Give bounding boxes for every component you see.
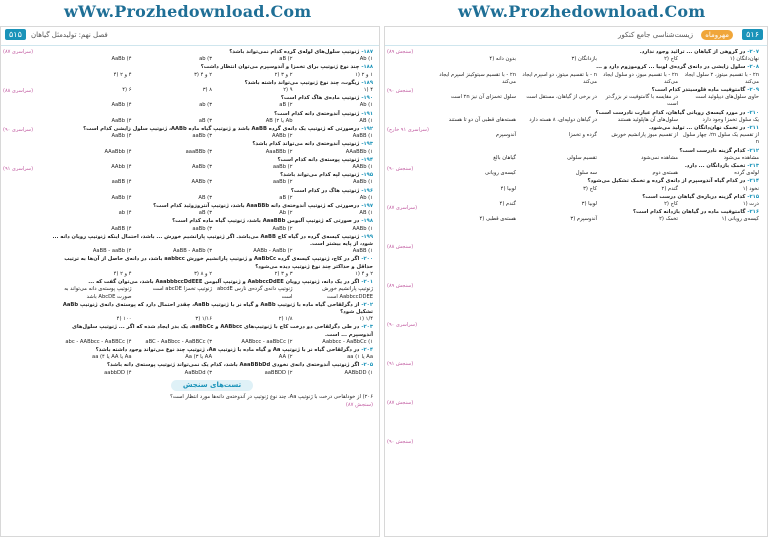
answer-option[interactable]: یک سلول تخمزا وجود دارد [702, 116, 759, 123]
answer-option[interactable]: گرده و تخمزا [568, 132, 597, 139]
answer-option[interactable]: مشاهده نمی‌شود [641, 154, 678, 161]
answer-option[interactable]: در مقایسه با گامتوفیت نر بزرگ‌تر است [605, 94, 678, 108]
question-text: ۱۸۷-ژنوتیپ سلول‌های لوله‌ی گرده کدام نمی‌تواند باشد؟ [229, 49, 373, 55]
question-text: ۲۱۵-کدام گزینه درباره‌ی گیاهان درست است؟ [642, 193, 759, 200]
question-text: ۱۹۱-ژنوتیپ آندوخته‌ی دانه کدام است؟ [274, 110, 373, 117]
answer-option[interactable]: ۳ و ۳ (۲ [274, 270, 293, 277]
answer-option[interactable]: AaBb (۴ [111, 56, 132, 63]
question-text: ۲۰۶) از خودلقاحی درخت با ژنوتیپ Aa، چند نوع ژنوتیپ در آندوخته‌ی دانه‌ها مورد انتظار است؟ [170, 393, 373, 400]
answer-option[interactable]: AaBb (۴ [111, 117, 132, 124]
exam-tag: (سنجش ۸۷) [345, 402, 373, 409]
answer-option[interactable]: AAaBBb (۱ [345, 148, 373, 155]
answer-option[interactable]: ab (۴ [118, 210, 132, 217]
question-text: ۲۰۰-اگر در کاج، ژنوتیپ کیسه‌ی گرده AaBbCc و ژنوتیپ پارانشیم خورش aabbcc باشد، در دانه‌ی حاصل از آن‌ها به ترتیب حداقل و حداکثر چند نوع ژنوتیپ دیده می‌شود؟ [64, 256, 373, 270]
answer-option[interactable]: aB (۲ [279, 194, 293, 201]
answer-option[interactable]: aaaBBb (۳ [185, 148, 212, 155]
question [51, 80, 373, 94]
question-number: ۲۰۲- [361, 301, 373, 308]
answer-option[interactable]: کاج (۲ [664, 56, 678, 63]
question-list [51, 49, 373, 532]
answer-option[interactable]: آندوسپرم (۳ [570, 216, 597, 223]
question [51, 49, 373, 63]
answer-option[interactable]: n - با تقسیم میتوز، دو اسپرم ایجاد می‌کند [522, 71, 597, 85]
answer-option[interactable]: aaBb (۲ [272, 164, 293, 171]
question-number: ۱۹۶- [361, 187, 373, 194]
answer-option[interactable]: در برخی از گیاهان، مستقل است [526, 94, 597, 101]
answer-option[interactable]: aB (۳ [198, 117, 212, 124]
question [51, 172, 373, 186]
answer-option[interactable]: ۱/۱۶ (۳ [195, 316, 212, 323]
answer-option[interactable]: ۴ (۱ [363, 87, 373, 94]
answer-option[interactable]: AaBB - AaBb (۳ [172, 248, 212, 255]
question [435, 178, 759, 192]
answer-option[interactable]: AA یا Aa (۳ [185, 354, 212, 361]
exam-tag: (سنجش ۸۹) [387, 49, 414, 55]
question [51, 141, 373, 155]
question-number: ۲۱۳- [747, 163, 759, 170]
question-number: ۱۸۹- [361, 79, 373, 86]
question-text: ۱۹۹-ژنوتیپ کیسه‌ی گرده در گیاه کاج AaBB می‌باشد. اگر ژنوتیپ پارانشیم خورش ... باشد، احتمال اینکه ژنوتیپ رویان دانه ... شود، از پایه بیشتر است. [52, 233, 373, 248]
question-text: ۲۱۶-گامتوفیت ماده در گیاهان بازدانه کدام است؟ [632, 209, 759, 216]
question-text: ۲۰۵-اگر ژنوتیپ آندوخته‌ی دانه‌ی نخودی AaaBBbDd باشد، کدام یک نمی‌تواند ژنوتیپ پوسته‌ی دانه باشد؟ [107, 362, 373, 369]
answer-option[interactable]: ۱/۸ (۲ [278, 316, 293, 323]
question-number: ۲۰۴- [361, 346, 373, 353]
question-text: ۲۱۰-در مورد کیسه‌ی رویانی گیاهان، کدام عبارت نادرست است؟ [595, 109, 759, 116]
answer-option[interactable]: ۴ و ۲ (۴ [113, 71, 132, 78]
exam-tag: (سنجش ۹۰) [387, 88, 414, 94]
answer-option[interactable]: گیاهان بالغ [493, 154, 516, 161]
exam-tag: (سراسری ۸۸) [3, 88, 34, 94]
answer-option[interactable]: Ab (۲ [279, 210, 293, 217]
answer-option[interactable]: AaBb (۴ [111, 194, 132, 201]
question-number: ۲۱۰- [747, 109, 759, 116]
question-text: ۱۸۹-زیگوت، چند نوع ژنوتیپ می‌تواند داشته باشد؟ [244, 79, 373, 86]
answer-option[interactable]: لوبیا (۳ [581, 201, 597, 208]
answer-option[interactable]: کیسه‌ی رویانی (۱ [721, 216, 759, 223]
exam-tags [3, 49, 49, 532]
answer-option[interactable]: AaBB (۴ [111, 225, 132, 232]
question-text: ۲۰۹-گامتوفیت ماده فلوسیتدر کدام است؟ [651, 87, 759, 94]
question-number: ۲۱۲- [747, 147, 759, 154]
answer-option[interactable]: ژنوتیپ پارانشیم خورش AabbccDDEE است [322, 286, 373, 300]
watermark-left: wWw.Prozhedownload.Com [64, 2, 312, 21]
exam-tag: (سنجش ۸۹) [387, 283, 414, 289]
question [435, 148, 759, 162]
question-number: ۱۹۱- [361, 110, 373, 117]
answer-option[interactable]: ۱/۴ (۱ [359, 316, 373, 323]
answer-option[interactable]: AaBb (۲ [272, 225, 293, 232]
question-text: ۱۹۶-ژنوتیپ هاگ در کدام است؟ [290, 187, 373, 194]
question-text: ۱۹۳-ژنوتیپ آندوخته‌ی دانه می‌تواند کدام باشد؟ [252, 141, 373, 148]
answer-option[interactable]: AaaBBb (۲ [265, 148, 293, 155]
question [51, 347, 373, 361]
answer-option[interactable]: نهان‌دانگان (۱ [729, 56, 759, 63]
answer-option[interactable]: کاج (۲ [664, 201, 678, 208]
answer-option[interactable]: Aa یا aa (۱ [347, 354, 373, 361]
exam-tag: (سنجش ۸۸) [387, 244, 414, 250]
page-number: ۵۱۵ [5, 29, 26, 40]
question-number: ۱۹۳- [361, 141, 373, 148]
question [51, 64, 373, 78]
question-text: ۱۹۴-ژنوتیپ پوسته‌ی دانه کدام است؟ [277, 156, 373, 163]
answer-option[interactable]: Ab یا AB (۲ [265, 117, 293, 124]
answer-option[interactable]: Aa یا AA یا aa (۴ [92, 354, 132, 361]
answer-option[interactable]: گندم (۲ [661, 185, 678, 192]
question-number: ۲۰۵- [361, 362, 373, 369]
answer-option[interactable]: از تقسیم میوز پارانشیم خورش [611, 132, 678, 139]
question-text: ۲۱۲-کدام گزینه نادرست است؟ [679, 147, 759, 154]
section-title: تست‌های سنجش [171, 380, 253, 391]
answer-option[interactable]: abc - AABbcc - AaBBCc (۴ [65, 338, 132, 345]
question [51, 324, 373, 346]
question-number: ۱۸۸- [361, 64, 373, 71]
answer-option[interactable]: مشاهده می‌شود [723, 154, 759, 161]
section-band [51, 380, 373, 391]
answer-option[interactable]: AaBB (۱ [352, 133, 373, 140]
answer-option[interactable]: AAaBbb (۴ [104, 148, 132, 155]
question [51, 302, 373, 324]
exam-tag: (سنجش ۹۰) [387, 439, 414, 445]
answer-option[interactable]: بدون دانه (۴ [489, 56, 516, 63]
question-text: ۲۰۴-در دگرلقاحی گیاه نر با ژنوتیپ Aa و گیاه ماده با ژنوتیپ Aa، ژنوتیپ چند نوع می‌تواند وجود داشته باشد؟ [95, 346, 373, 353]
answer-option[interactable]: aaBb (۳ [192, 225, 212, 232]
question [435, 49, 759, 63]
answer-option[interactable]: aBC - AaBbcc - AaBBCc (۳ [145, 338, 212, 345]
question-list [435, 49, 759, 532]
question-number: ۲۱۱- [747, 125, 759, 132]
answer-option[interactable]: AA (۲ [278, 354, 293, 361]
left-page-header [1, 27, 379, 46]
question-text: ۱۹۲-درصورتی که ژنوتیپ یک دانه‌ی گرده AaBB باشد و ژنوتیپ گیاه ماده AABb، ژنوتیپ سلول زایشی کدام است؟ [83, 126, 373, 133]
answer-option[interactable]: هسته‌ی قطبی (۴ [479, 216, 516, 223]
question [435, 87, 759, 109]
answer-option[interactable]: ۲n - با تقسیم سیتوکینز اسپرم ایجاد می‌کند [439, 71, 516, 85]
answer-option[interactable]: ۸ (۳ [202, 87, 212, 94]
answer-option[interactable]: AaBb (۱ [352, 179, 373, 186]
answer-option[interactable]: ۲ و ۴ (۱ [355, 270, 373, 277]
question-number: ۲۱۴- [747, 178, 759, 185]
answer-option[interactable]: Aabbcc - AaBbCc (۱ [322, 338, 373, 345]
exam-tag: (سنجش ۹۰) [387, 166, 414, 172]
answer-option[interactable]: ab (۳ [199, 56, 212, 63]
answer-option[interactable]: تقسیم سلولی [566, 154, 597, 161]
answer-option[interactable]: AB (۳ [198, 194, 212, 201]
question-number: ۲۰۹- [747, 87, 759, 94]
answer-option[interactable]: aB (۳ [198, 210, 212, 217]
question [435, 110, 759, 124]
question-text: ۱۹۸-در صورتی که ژنوتیپ آلبومن AaaBBb باشد، ژنوتیپ گیاه ماده کدام است؟ [172, 218, 373, 225]
question-text: ۲۰۷-در گروهی از گیاهان ... ترائید وجود ندارد. [639, 49, 759, 55]
question-number: ۲۰۸- [747, 64, 759, 71]
answer-option[interactable]: ژنوتیپ تخمزا abcDE است [152, 286, 212, 293]
question [51, 256, 373, 278]
question-number: ۱۹۰- [361, 95, 373, 102]
answer-option[interactable]: ۹ (۲ [283, 87, 293, 94]
answer-option[interactable]: ۲ و ۸ (۳ [194, 270, 212, 277]
question-number: ۲۰۰- [361, 256, 373, 263]
page-number: ۵۱۶ [742, 29, 763, 40]
question [435, 194, 759, 208]
answer-option[interactable]: ژنوتیپ دانه‌ی گرده‌ی نارس abcdE است [216, 286, 293, 300]
question-text: ۲۰۸-سلول زایشی در دانه‌ی گرده‌ی لوبیا ... کروموزوم دارد و ... [596, 64, 759, 71]
answer-option[interactable]: AABbcc - aaBbCc (۲ [241, 338, 293, 345]
answer-option[interactable]: Ab (۱ [359, 194, 373, 201]
answer-option[interactable]: ۶ (۴ [122, 87, 132, 94]
question-text: ۱۹۷-درصورتی که ژنوتیپ آندوخته‌ی دانه AaaBBb باشد، ژنوتیپ آنتروزوئید کدام است؟ [153, 203, 373, 210]
exam-tag: (سنجش ۸۷) [387, 400, 414, 406]
answer-option[interactable]: سلول‌های آن هاپلوئید هستند [617, 116, 678, 123]
question-text: ۱۹۵-ژنوتیپ لپه کدام می‌تواند باشد؟ [280, 172, 373, 179]
question [435, 125, 759, 147]
answer-option[interactable]: aaBBDD (۲ [264, 369, 293, 376]
answer-option[interactable]: Ab (۱ [359, 102, 373, 109]
answer-option[interactable]: هسته‌های قطبی آن دو تا هستند [448, 116, 516, 123]
answer-option[interactable]: آندوسپرم [495, 132, 516, 139]
question-number: ۱۹۲- [361, 126, 373, 133]
question [51, 95, 373, 109]
question-number: ۱۹۴- [361, 156, 373, 163]
answer-option[interactable]: کیسه‌ی رویانی [485, 170, 516, 177]
exam-tag: (سراسری ۸۷) [387, 205, 418, 211]
answer-option[interactable]: ۱ و ۲ (۱ [355, 71, 373, 78]
publisher-logo: مهروماه [701, 30, 733, 40]
answer-option[interactable]: کاج (۳ [583, 185, 597, 192]
question [51, 126, 373, 140]
question-number: ۲۰۷- [747, 49, 759, 55]
answer-option[interactable]: ab (۳ [199, 102, 212, 109]
answer-option[interactable]: ۲n - با تقسیم میوز، دو سلول ایجاد می‌کند [603, 71, 678, 85]
question [51, 111, 373, 125]
answer-option[interactable]: AaBB (۱ [352, 248, 373, 255]
answer-option[interactable]: AaBb (۴ [111, 102, 132, 109]
answer-option[interactable]: لوله‌ی گرده [734, 170, 759, 177]
question-number: ۱۹۷- [361, 203, 373, 210]
exam-tag: (سراسری ۹۱ خارج) [387, 127, 429, 133]
answer-option[interactable]: aabbDD (۴ [104, 369, 132, 376]
watermark-right: wWw.Prozhedownload.Com [458, 2, 706, 21]
question [51, 218, 373, 232]
exam-tag: (سراسری ۹۱) [3, 166, 34, 172]
question [51, 362, 373, 376]
question-text: ۲۱۳-تخمک بازدانگان ... دارد. [684, 163, 759, 170]
answer-option[interactable]: ۱۰۰ (۴ [116, 316, 132, 323]
answer-option[interactable]: ذرت (۱ [742, 201, 759, 208]
answer-option[interactable]: ۴ و ۲ (۴ [113, 270, 132, 277]
question-text: ۲۰۲-از دگرلقاحی گیاه ماده با ژنوتیپ AaBb و گیاه نر با ژنوتیپ AaBb، چقدر احتمال دارد که پوسته‌ی دانه‌ی ژنوتیپ AaBb تشکیل شود؟ [62, 301, 373, 315]
question-text: ۲۱۴-در کدام گیاه آندوسپرم از دانه‌ی گرده و تخمک تشکیل می‌شود؟ [587, 178, 759, 185]
exam-tag: (سراسری ۸۷) [3, 49, 34, 55]
question-number: ۲۰۱- [361, 279, 373, 286]
question [435, 163, 759, 177]
question [51, 234, 373, 256]
question [435, 209, 759, 223]
answer-option[interactable]: ۲ و ۴ (۳ [194, 71, 212, 78]
answer-option[interactable]: هسته‌ی دوم [652, 170, 678, 177]
question-number: ۲۰۳- [361, 324, 373, 331]
right-page-header [385, 27, 767, 46]
answer-option[interactable]: حاوی سلول‌های دیپلوئید است [695, 94, 759, 101]
answer-option[interactable]: سه سلول [575, 170, 597, 177]
question-text: ۲۰۳-در طی دگرلقاحی دو درخت کاج با ژنوتیپ‌های AABbcc و aaBbCc، یک بذر ایجاد شده که اگر ... ژنوتیپ سلول‌های آندوسپرم ... است. [72, 324, 373, 338]
answer-option[interactable]: AABbDD (۱ [344, 369, 373, 376]
answer-option[interactable]: AaBB - aaBb (۴ [92, 248, 132, 255]
answer-option[interactable]: AaBb (۴ [111, 133, 132, 140]
answer-option[interactable]: AABb (۲ [271, 133, 293, 140]
answer-option[interactable]: AB (۱ [359, 117, 373, 124]
question-text: ۲۰۱-اگر در یک دانه، ژنوتیپ رویان AabbccDdEE و ژنوتیپ آلبومن AaabbbccDdEEE باشد، می‌توان گفت که ... [88, 279, 373, 286]
answer-option[interactable]: ۲ و ۳ (۲ [274, 71, 293, 78]
answer-option[interactable]: در گیاهان دولپه‌ای، ۸ هسته دارد [529, 116, 597, 123]
question [435, 64, 759, 86]
question-number: ۱۹۵- [361, 172, 373, 179]
answer-option[interactable]: AABb (۱ [352, 225, 373, 232]
question-number: ۱۹۹- [361, 233, 373, 240]
question-text: ۲۱۱-در تخمک نهان‌دانگان ... تولید می‌شود. [649, 125, 759, 132]
answer-option[interactable]: AABb - AaBb (۲ [253, 248, 293, 255]
exam-tag: (سنجش ۹۱) [387, 361, 414, 367]
answer-option[interactable]: از تقسیم یک سلول ۲n، چهار سلول n [682, 132, 759, 146]
answer-option[interactable]: aaBb (۲ [272, 179, 293, 186]
chapter-title: فصل نهم: تولیدمثل گیاهان [31, 31, 108, 39]
answer-option[interactable]: AaBb (۳ [191, 164, 212, 171]
answer-option[interactable]: AABb (۳ [191, 179, 212, 186]
answer-option[interactable]: تخمک (۲ [659, 216, 678, 223]
answer-option[interactable]: AABb (۱ [352, 164, 373, 171]
answer-option[interactable]: ۲n - با تقسیم میتوز، ۲ سلول ایجاد می‌کند [684, 71, 759, 85]
right-page [384, 26, 768, 537]
answer-option[interactable]: لوبیا (۴ [500, 185, 516, 192]
exam-tag: (سراسری ۹۰) [387, 322, 418, 328]
question [51, 188, 373, 202]
answer-option[interactable]: Ab (۱ [359, 56, 373, 63]
left-page [0, 26, 380, 537]
question-text: ۱۸۸-چند نوع ژنوتیپ برای تخمزا و آندوسپرم می‌توان انتظار داشت؟ [200, 64, 373, 71]
answer-option[interactable]: aaBb (۳ [192, 133, 212, 140]
question-number: ۱۹۸- [361, 218, 373, 225]
answer-option[interactable]: AB (۱ [359, 210, 373, 217]
question-text: ۱۹۰-ژنوتیپ ماده‌ی هاگ کدام است؟ [280, 95, 373, 102]
answer-option[interactable]: سلول تخمزای آن نیز ۲n است [451, 94, 516, 101]
answer-option[interactable]: AAbb (۴ [111, 164, 132, 171]
question [51, 203, 373, 217]
question [51, 157, 373, 171]
answer-option[interactable]: aaBB (۴ [111, 179, 132, 186]
question-number: ۲۱۶- [747, 209, 759, 216]
question-number: ۱۸۷- [361, 49, 373, 55]
exam-tags [387, 49, 433, 532]
answer-option[interactable]: ژنوتیپ پوسته‌ی دانه می‌تواند به صورت AbcDE باشد [64, 286, 132, 300]
answer-option[interactable]: نخود (۱ [742, 185, 759, 192]
answer-option[interactable]: aB (۲ [279, 102, 293, 109]
answer-option[interactable]: گندم (۴ [499, 201, 516, 208]
book-title: زیست‌شناسی جامع کنکور [618, 31, 693, 39]
answer-option[interactable]: بازدانگان (۳ [571, 56, 597, 63]
answer-option[interactable]: aB (۲ [279, 56, 293, 63]
exam-tag: (سراسری ۹۰) [3, 127, 34, 133]
question [51, 279, 373, 301]
answer-option[interactable]: AaBbDd (۳ [184, 369, 212, 376]
question-number: ۲۱۵- [747, 193, 759, 200]
